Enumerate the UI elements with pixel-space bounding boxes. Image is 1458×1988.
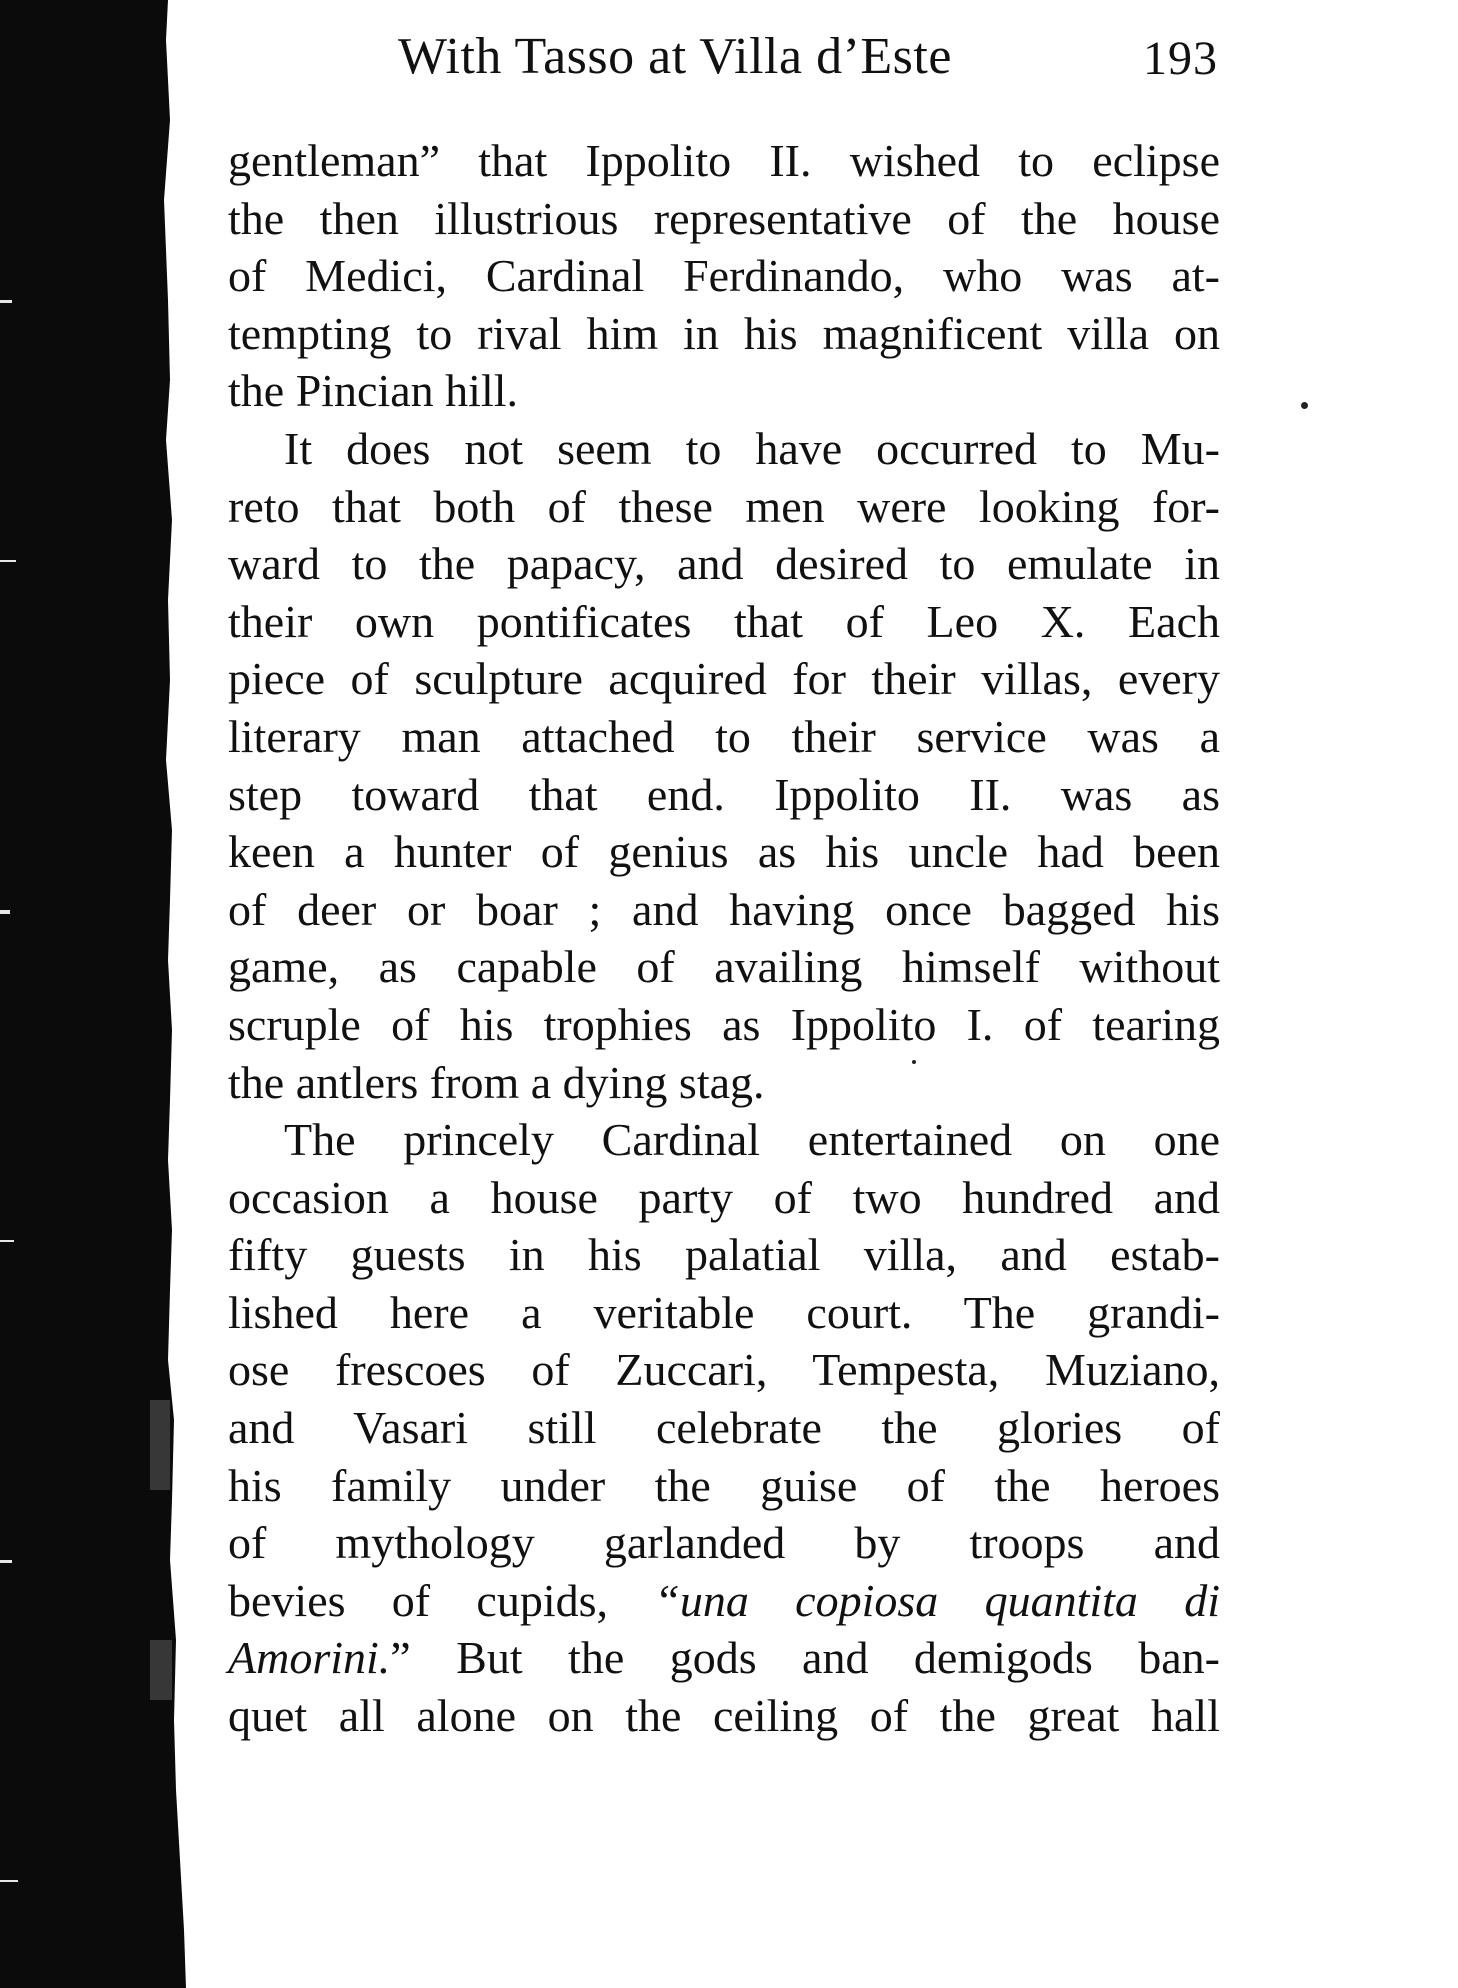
text-line: the then illustrious representative of the house (228, 192, 1220, 244)
text-line: game, as capable of availing himself without (228, 941, 1220, 993)
text-line (228, 1572, 1220, 1630)
text-line: his family under the guise of the heroes (228, 1459, 1220, 1511)
text-line: lished here a veritable court. The grandi- (228, 1286, 1220, 1338)
text-line: piece of sculpture acquired for their villas, every (228, 653, 1220, 705)
paragraph-start-line: It does not seem to have occurred to Mu- (284, 422, 1220, 474)
text-line: their own pontificates that of Leo X. Each (228, 595, 1220, 647)
text-line: and Vasari still celebrate the glories of (228, 1402, 1220, 1454)
page-number: 193 (1143, 32, 1218, 85)
text-line: ose frescoes of Zuccari, Tempesta, Muziano, (228, 1344, 1220, 1396)
text-line: reto that both of these men were looking for- (228, 480, 1220, 532)
italic-quote: “una copiosa quantita di (654, 1574, 1220, 1626)
paragraph-start-line: The princely Cardinal entertained on one (284, 1114, 1220, 1166)
text-line: gentleman” that Ippolito II. wished to eclipse (228, 135, 1220, 186)
text-line: tempting to rival him in his magnificent villa on (228, 307, 1220, 359)
text-line: step toward that end. Ippolito II. was as (228, 768, 1220, 820)
scan-speck (912, 1060, 916, 1064)
text-line: the antlers from a dying stag. (228, 1056, 765, 1108)
text-line: ward to the papacy, and desired to emulate in (228, 538, 1220, 590)
body-text (228, 132, 1220, 1745)
text-line: quet all alone on the ceiling of the great hall (228, 1690, 1220, 1742)
page-header (398, 22, 1218, 92)
text-line: literary man attached to their service was a (228, 710, 1220, 762)
text-line: fifty guests in his palatial villa, and estab- (228, 1229, 1220, 1281)
text-line: scruple of his trophies as Ippolito I. of tearing (228, 998, 1220, 1050)
text-line (228, 1629, 1220, 1687)
text-line: keen a hunter of genius as his uncle had been (228, 826, 1220, 878)
text-segment: bevies of cupids, (228, 1574, 655, 1626)
text-segment: ” But the gods and demigods ban- (390, 1632, 1220, 1684)
scan-speck (1301, 402, 1308, 409)
italic-quote: Amorini. (228, 1632, 391, 1684)
text-line: of Medici, Cardinal Ferdinando, who was at- (228, 250, 1220, 302)
text-line: occasion a house party of two hundred and (228, 1171, 1220, 1223)
scanned-binding-edge (0, 0, 200, 1988)
text-line: of deer or boar ; and having once bagged his (228, 883, 1220, 935)
text-line: of mythology garlanded by troops and (228, 1517, 1220, 1569)
running-title: With Tasso at Villa d’Este (398, 28, 952, 85)
text-line: the Pincian hill. (228, 365, 519, 417)
